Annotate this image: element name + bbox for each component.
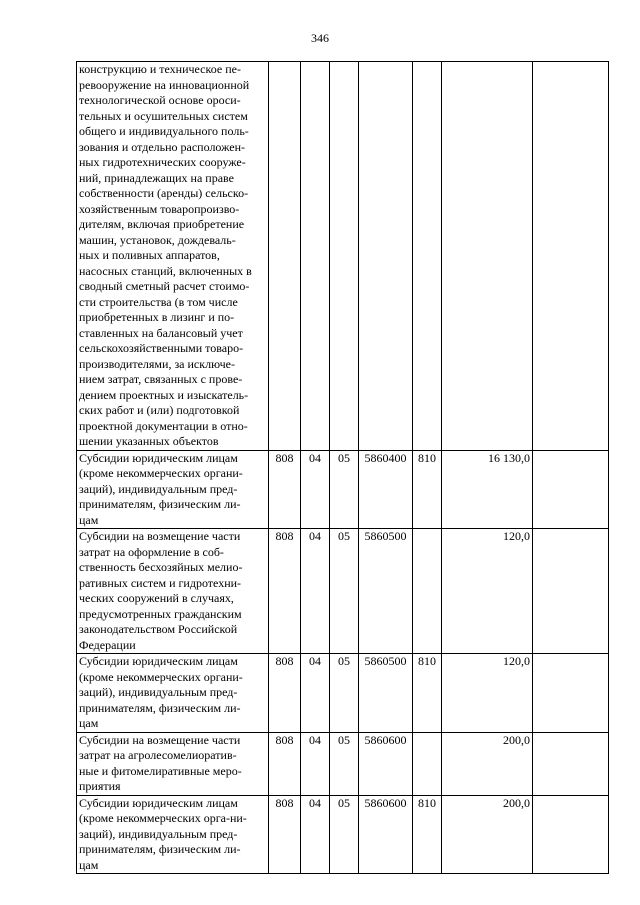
ministry-code-cell: 808 xyxy=(269,795,301,874)
ministry-code-cell: 808 xyxy=(269,654,301,733)
item-name-cell xyxy=(77,529,269,654)
section-code-cell: 04 xyxy=(301,654,330,733)
item-name-line: приятия xyxy=(79,779,121,793)
sum-cell: 120,0 xyxy=(442,654,533,733)
item-name-line: (кроме некоммерческих органи- xyxy=(79,466,243,480)
item-name-line: цам xyxy=(79,857,99,872)
table-row xyxy=(77,529,609,654)
item-name-line: ческих сооружений в случаях, xyxy=(79,591,234,605)
blank-cell xyxy=(533,654,609,733)
item-name-line: Субсидии на возмещение части xyxy=(79,732,241,747)
item-name-line: ний, принадлежащих на праве xyxy=(79,170,234,185)
item-name-line: конструкцию и техническое пе- xyxy=(79,62,241,76)
item-name-line: законодательством Российской xyxy=(79,622,238,636)
item-name-line: дителям, включая приобретение xyxy=(79,217,245,231)
expense-type-cell xyxy=(413,62,442,451)
item-name-line: ставленных на балансовый учет xyxy=(79,325,243,340)
expense-type-cell xyxy=(413,732,442,795)
item-name-line: цам xyxy=(79,716,99,730)
subsection-code-cell: 05 xyxy=(330,732,359,795)
expense-type-cell: 810 xyxy=(413,795,442,874)
item-name-line: хозяйственным товаропроизво- xyxy=(79,201,240,216)
section-code-cell: 04 xyxy=(301,732,330,795)
item-name-line: собственности (аренды) сельско- xyxy=(79,186,249,200)
item-name-line: приобретенных в лизинг и по- xyxy=(79,310,235,324)
table-row xyxy=(77,732,609,795)
item-name-line: (кроме некоммерческих орга-ни- xyxy=(79,811,247,825)
item-name-line: цам xyxy=(79,512,99,527)
subsection-code-cell xyxy=(330,62,359,451)
item-name-line: затрат на оформление в соб- xyxy=(79,544,224,559)
target-article-cell: 5860600 xyxy=(359,732,413,795)
item-name-line: ревооружение на инновационной xyxy=(79,77,250,92)
item-name-line: ные и фитомелиративные меро- xyxy=(79,763,242,778)
item-name-cell xyxy=(77,795,269,874)
item-name-line: принимателям, физическим ли- xyxy=(79,497,241,511)
item-name-line: принимателям, физическим ли- xyxy=(79,842,241,856)
table-row xyxy=(77,654,609,733)
item-name-line: сельскохозяйственными товаро- xyxy=(79,341,244,355)
target-article-cell: 5860500 xyxy=(359,529,413,654)
item-name-line: Субсидии юридическим лицам xyxy=(79,450,238,465)
item-name-line: сводный сметный расчет стоимо- xyxy=(79,279,250,293)
section-code-cell: 04 xyxy=(301,795,330,874)
item-name-cell xyxy=(77,654,269,733)
item-name-line: производителями, за исключе- xyxy=(79,356,235,371)
blank-cell xyxy=(533,450,609,529)
item-name-line: ративных систем и гидротехни- xyxy=(79,575,242,590)
subsection-code-cell: 05 xyxy=(330,654,359,733)
sum-cell xyxy=(442,62,533,451)
item-name-line: затрат на агролесомелиоратив- xyxy=(79,748,237,762)
item-name-line: Субсидии юридическим лицам xyxy=(79,654,238,668)
blank-cell xyxy=(533,529,609,654)
item-name-cell xyxy=(77,450,269,529)
item-name-line: предусмотренных гражданским xyxy=(79,606,242,621)
item-name-line: Федерации xyxy=(79,637,136,652)
target-article-cell: 5860500 xyxy=(359,654,413,733)
sum-cell: 120,0 xyxy=(442,529,533,654)
item-name-line: заций), индивидуальным пред- xyxy=(79,685,238,699)
item-name-line: Субсидии юридическим лицам xyxy=(79,795,238,810)
section-code-cell xyxy=(301,62,330,451)
subsection-code-cell: 05 xyxy=(330,450,359,529)
item-name-line: насосных станций, включенных в xyxy=(79,263,252,278)
item-name-line: ских работ и (или) подготовкой xyxy=(79,403,240,417)
item-name-line: сти строительства (в том числе xyxy=(79,294,238,309)
table-row xyxy=(77,62,609,451)
item-name-line: зования и отдельно расположен- xyxy=(79,139,246,154)
item-name-cell xyxy=(77,62,269,451)
item-name-line: ственность бесхозяйных мелио- xyxy=(79,560,243,574)
item-name-line: общего и индивидуального поль- xyxy=(79,124,249,138)
target-article-cell: 5860400 xyxy=(359,450,413,529)
expense-type-cell: 810 xyxy=(413,450,442,529)
expense-type-cell xyxy=(413,529,442,654)
item-name-line: технологической основе ороси- xyxy=(79,93,241,107)
item-name-line: принимателям, физическим ли- xyxy=(79,700,241,715)
item-name-line: тельных и осушительных систем xyxy=(79,108,248,123)
page-number: 346 xyxy=(311,31,329,45)
item-name-line: заций), индивидуальным пред- xyxy=(79,481,238,496)
item-name-line: шении указанных объектов xyxy=(79,434,219,448)
subsection-code-cell: 05 xyxy=(330,795,359,874)
item-name-line: дением проектных и изыскатель- xyxy=(79,387,249,402)
ministry-code-cell: 808 xyxy=(269,529,301,654)
item-name-line: машин, установок, дождеваль- xyxy=(79,232,236,247)
ministry-code-cell: 808 xyxy=(269,450,301,529)
item-name-line: (кроме некоммерческих органи- xyxy=(79,669,243,684)
section-code-cell: 04 xyxy=(301,529,330,654)
expense-type-cell: 810 xyxy=(413,654,442,733)
item-name-cell xyxy=(77,732,269,795)
item-name-line: ных и поливных аппаратов, xyxy=(79,248,220,262)
item-name-line: заций), индивидуальным пред- xyxy=(79,826,238,841)
sum-cell: 200,0 xyxy=(442,732,533,795)
sum-cell: 16 130,0 xyxy=(442,450,533,529)
table-row xyxy=(77,795,609,874)
item-name-line: нием затрат, связанных с прове- xyxy=(79,372,243,386)
item-name-line: Субсидии на возмещение части xyxy=(79,529,241,543)
target-article-cell xyxy=(359,62,413,451)
blank-cell xyxy=(533,732,609,795)
table-row xyxy=(77,450,609,529)
item-name-line: ных гидротехнических сооруже- xyxy=(79,155,246,169)
blank-cell xyxy=(533,62,609,451)
item-name-line: проектной документации в отно- xyxy=(79,418,248,433)
sum-cell: 200,0 xyxy=(442,795,533,874)
section-code-cell: 04 xyxy=(301,450,330,529)
ministry-code-cell xyxy=(269,62,301,451)
blank-cell xyxy=(533,795,609,874)
target-article-cell: 5860600 xyxy=(359,795,413,874)
ministry-code-cell: 808 xyxy=(269,732,301,795)
subsection-code-cell: 05 xyxy=(330,529,359,654)
budget-table xyxy=(76,61,609,874)
